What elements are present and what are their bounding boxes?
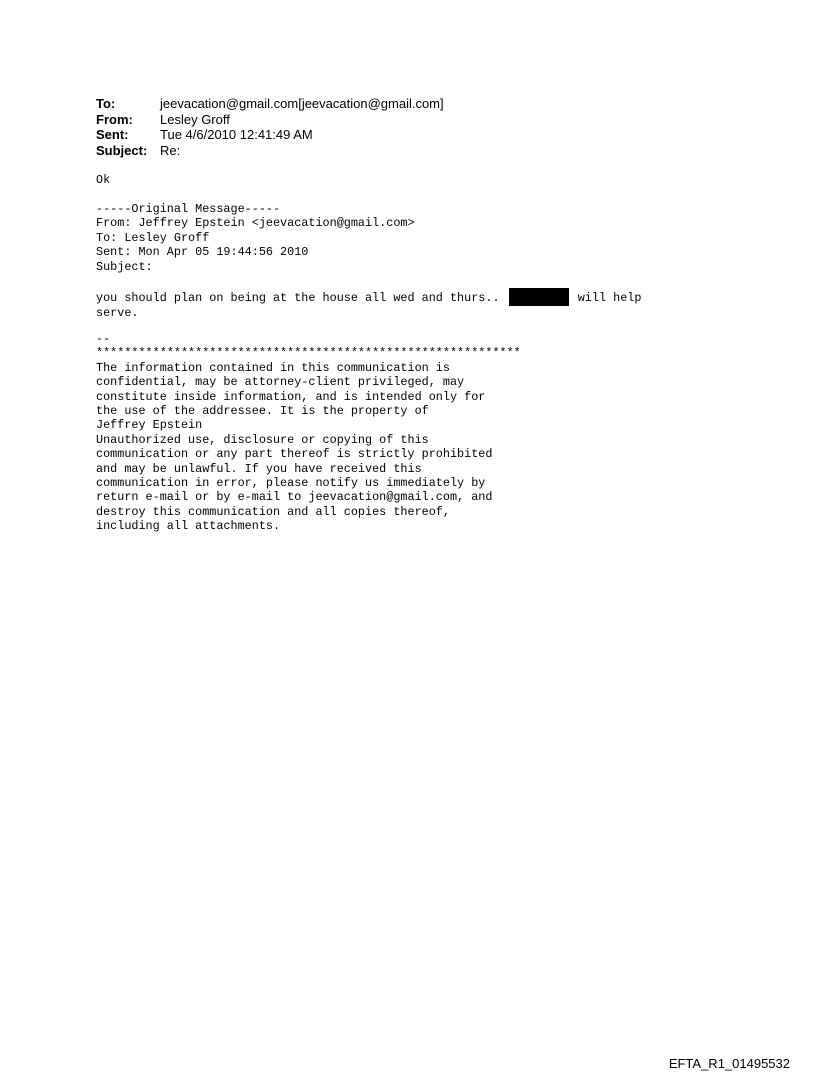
email-header bbox=[96, 96, 444, 158]
original-message-body bbox=[96, 288, 641, 320]
disclaimer-line: and may be unlawful. If you have received this bbox=[96, 461, 422, 476]
header-sent-row bbox=[96, 127, 444, 143]
message-line-1 bbox=[96, 288, 641, 306]
to-label: To: bbox=[96, 96, 116, 111]
header-subject-row bbox=[96, 143, 444, 159]
document-id: EFTA_R1_01495532 bbox=[668, 1056, 790, 1071]
disclaimer-line: communication or any part thereof is strictly prohibited bbox=[96, 447, 493, 462]
disclaimer-line: including all attachments. bbox=[96, 519, 281, 534]
message-text-before-redaction: you should plan on being at the house all wed and thurs.. bbox=[96, 291, 500, 305]
disclaimer-line: The information contained in this communication is bbox=[96, 360, 450, 375]
to-value: jeevacation@gmail.com[jeevacation@gmail.com] bbox=[160, 96, 444, 111]
reply-text: Ok bbox=[96, 173, 111, 187]
disclaimer-line: Jeffrey Epstein bbox=[96, 418, 203, 433]
header-from-row bbox=[96, 112, 444, 128]
disclaimer-line: constitute inside information, and is intended only for bbox=[96, 389, 486, 404]
disclaimer-line: communication in error, please notify us immediately by bbox=[96, 476, 486, 491]
message-line-2: serve. bbox=[96, 306, 139, 320]
original-from-line: From: Jeffrey Epstein <jeevacation@gmail.com> bbox=[96, 216, 415, 231]
original-separator: -----Original Message----- bbox=[96, 202, 281, 216]
disclaimer-line: Unauthorized use, disclosure or copying of this bbox=[96, 432, 429, 447]
from-label: From: bbox=[96, 111, 133, 127]
signature-dash: -- bbox=[96, 332, 111, 346]
redaction-block bbox=[509, 288, 569, 306]
disclaimer-line: confidential, may be attorney-client privileged, may bbox=[96, 375, 465, 390]
subject-value: Re: bbox=[160, 142, 181, 158]
from-value: Lesley Groff bbox=[160, 111, 230, 127]
sent-value: Tue 4/6/2010 12:41:49 AM bbox=[160, 127, 313, 142]
original-message-block bbox=[96, 202, 415, 274]
message-text-after-redaction: will help bbox=[577, 291, 642, 305]
signature-stars: ************************************************************ bbox=[96, 346, 521, 361]
original-sent-line: Sent: Mon Apr 05 19:44:56 2010 bbox=[96, 245, 309, 260]
disclaimer-line: the use of the addressee. It is the property of bbox=[96, 404, 429, 419]
header-to-row bbox=[96, 96, 444, 112]
disclaimer-line: destroy this communication and all copies thereof, bbox=[96, 504, 450, 519]
original-to-line: To: Lesley Groff bbox=[96, 230, 210, 245]
sent-label: Sent: bbox=[96, 127, 129, 142]
signature-block bbox=[96, 332, 521, 534]
subject-label: Subject: bbox=[96, 142, 148, 158]
disclaimer-line: return e-mail or by e-mail to jeevacation@gmail.com, and bbox=[96, 490, 493, 505]
original-subject-line: Subject: bbox=[96, 259, 153, 274]
